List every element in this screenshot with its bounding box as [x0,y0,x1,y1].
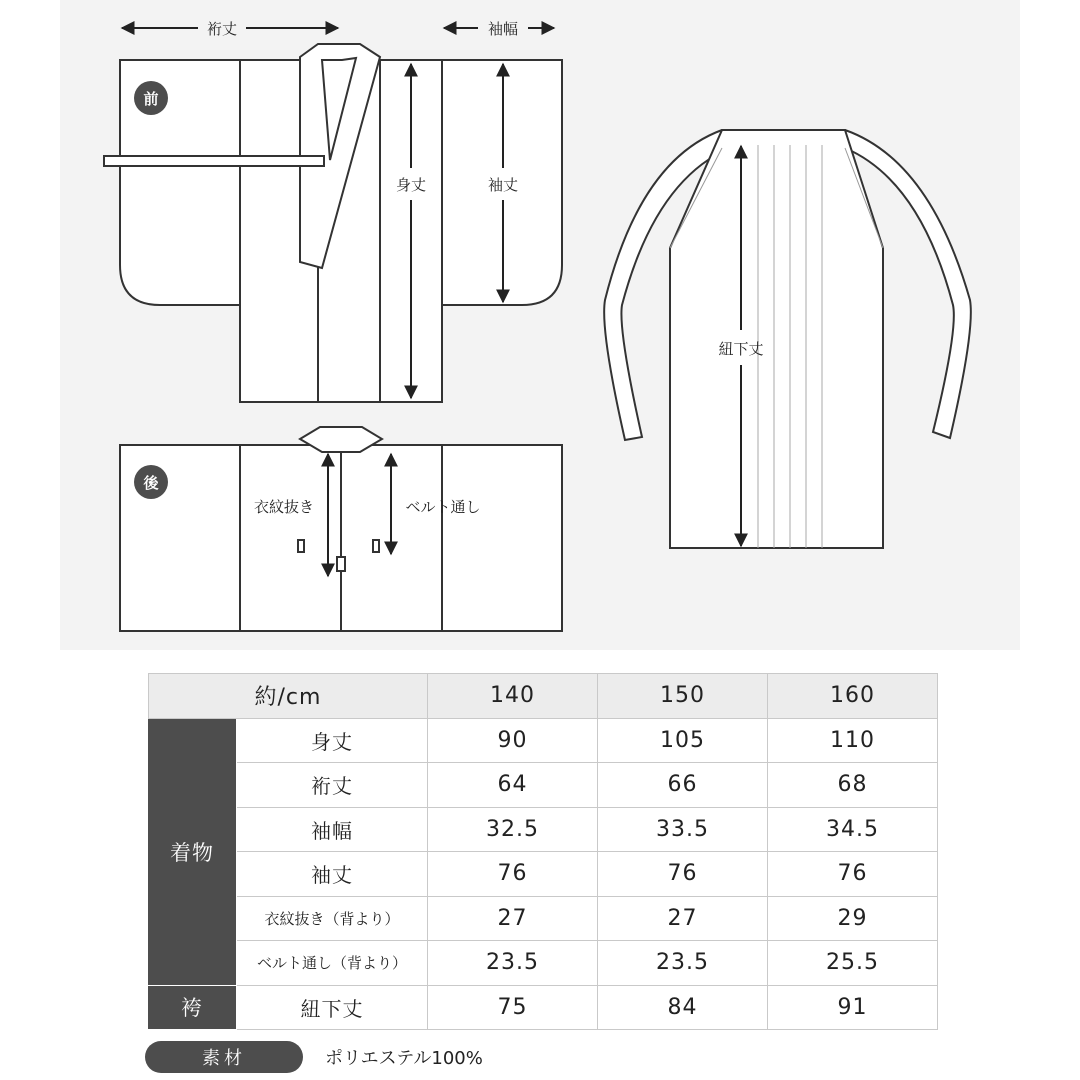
group-hakama: 袴 [148,986,237,1031]
row-label: ベルト通し（背より） [237,941,428,986]
yuki-label: 裄丈 [206,20,238,38]
table-row [148,897,938,942]
size-header-160: 160 [768,673,938,719]
cell-value: 27 [598,897,768,942]
table-row [148,986,938,1031]
cell-value: 90 [428,719,598,764]
table-row [148,719,938,764]
cell-value: 64 [428,763,598,808]
row-label: 袖丈 [237,852,428,897]
cell-value: 66 [598,763,768,808]
size-table [148,673,938,1030]
mitake-label: 身丈 [395,176,427,194]
cell-value: 33.5 [598,808,768,853]
cell-value: 75 [428,986,598,1031]
size-header-140: 140 [428,673,598,719]
cell-value: 27 [428,897,598,942]
row-label: 紐下丈 [237,986,428,1031]
cell-value: 34.5 [768,808,938,853]
himoshitatake-label: 紐下丈 [718,340,764,358]
table-row [148,941,938,986]
belt-loop-label: ベルト通し [405,498,481,516]
cell-value: 76 [428,852,598,897]
size-header-row [148,673,938,719]
emonnuki-loop [337,557,345,571]
cell-value: 25.5 [768,941,938,986]
cell-value: 105 [598,719,768,764]
cell-value: 91 [768,986,938,1031]
hakama-body [670,130,883,548]
front-tie [104,156,324,166]
back-badge-text: 後 [143,474,159,492]
front-badge [134,81,168,115]
row-label: 袖幅 [237,808,428,853]
table-row [148,808,938,853]
back-kimono [120,427,562,631]
table-row [148,852,938,897]
hakama [604,130,971,548]
front-badge-text: 前 [143,90,159,108]
cell-value: 32.5 [428,808,598,853]
row-label: 身丈 [237,719,428,764]
sodehaba-label: 袖幅 [487,20,519,38]
cell-value: 110 [768,719,938,764]
emonnuki-label: 衣紋抜き [253,498,315,516]
cell-value: 29 [768,897,938,942]
material-badge: 素材 [145,1041,303,1073]
cell-value: 23.5 [598,941,768,986]
row-label: 裄丈 [237,763,428,808]
cell-value: 84 [598,986,768,1031]
material-value: ポリエステル100% [325,1048,483,1069]
unit-header: 約/cm [148,673,428,719]
row-label: 衣紋抜き（背より） [237,897,428,942]
group-kimono: 着物 [148,719,237,986]
front-kimono [104,44,562,402]
cell-value: 23.5 [428,941,598,986]
cell-value: 76 [598,852,768,897]
cell-value: 76 [768,852,938,897]
material-row [145,1040,483,1074]
back-badge [134,465,168,499]
size-header-150: 150 [598,673,768,719]
table-row [148,763,938,808]
sodetake-label: 袖丈 [487,176,519,194]
cell-value: 68 [768,763,938,808]
